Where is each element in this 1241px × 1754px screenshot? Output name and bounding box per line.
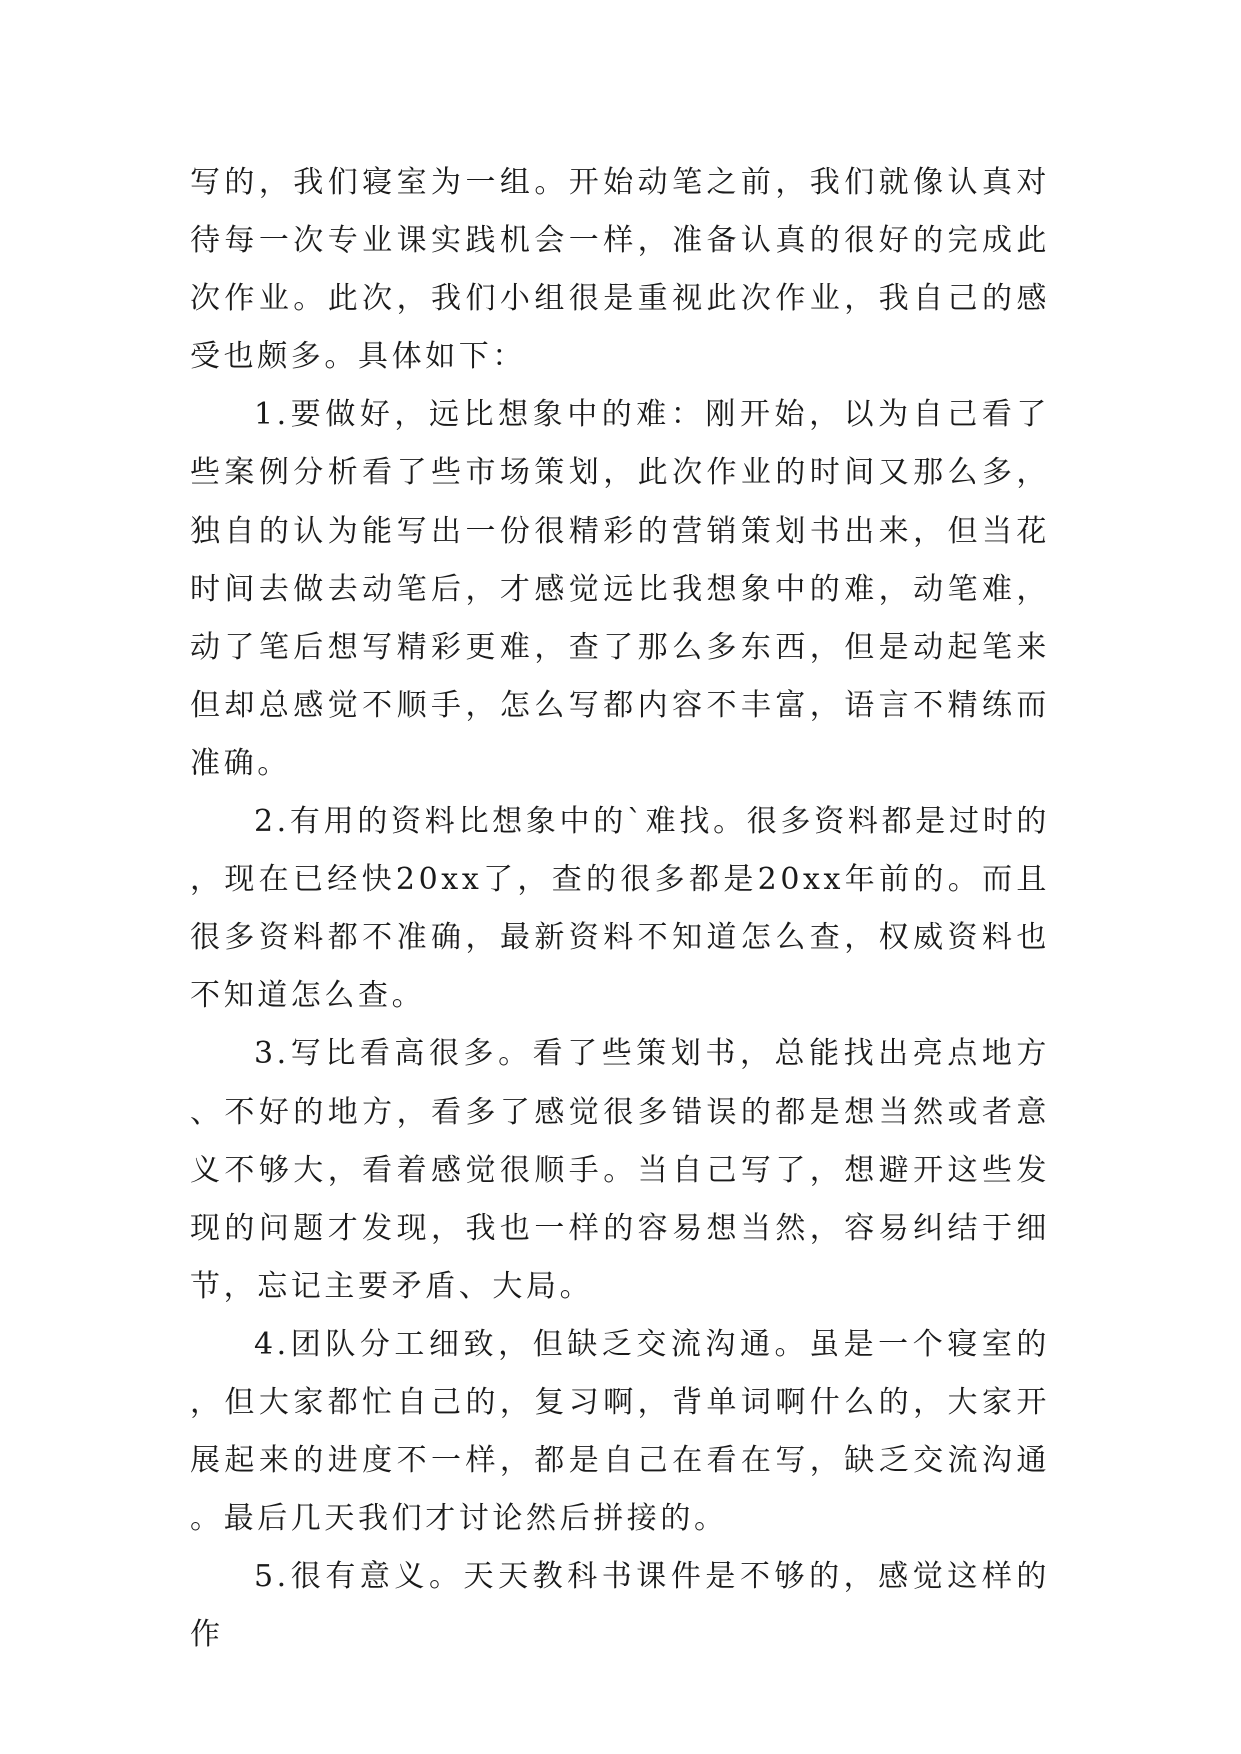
paragraph-intro-continued: 写的，我们寝室为一组。开始动笔之前，我们就像认真对待每一次专业课实践机会一样，准备认真的很好的完成此次作业。此次，我们小组很是重视此次作业，我自己的感受也颇多。具体如下：: [190, 165, 1050, 375]
paragraph-point-4: 4.团队分工细致，但缺乏交流沟通。虽是一个寝室的，但大家都忙自己的，复习啊，背单词啊什么的，大家开展起来的进度不一样，都是自己在看在写，缺乏交流沟通。最后几天我们才讨论然后拼接的。: [190, 1326, 1050, 1537]
document-body: [190, 154, 1050, 1664]
paragraph-point-3: 3.写比看高很多。看了些策划书，总能找出亮点地方、不好的地方，看多了感觉很多错误的都是想当然或者意义不够大，看着感觉很顺手。当自己写了，想避开这些发现的问题才发现，我也一样的容易想当然，容易纠结于细节，忘记主要矛盾、大局。: [190, 1036, 1050, 1304]
paragraph-point-2: 2.有用的资料比想象中的`难找。很多资料都是过时的，现在已经快20xx了，查的很多都是20xx年前的。而且很多资料都不准确，最新资料不知道怎么查，权威资料也不知道怎么查。: [190, 804, 1050, 1014]
paragraph-point-1: 1.要做好，远比想象中的难：刚开始，以为自己看了些案例分析看了些市场策划，此次作业的时间又那么多，独自的认为能写出一份很精彩的营销策划书出来，但当花时间去做去动笔后，才感觉远比我想象中的难，动笔难，动了笔后想写精彩更难，查了那么多东西，但是动起笔来但却总感觉不顺手，怎么写都内容不丰富，语言不精练而准确。: [190, 397, 1050, 781]
paragraph-point-5: 5.很有意义。天天教科书课件是不够的，感觉这样的作: [190, 1559, 1050, 1653]
